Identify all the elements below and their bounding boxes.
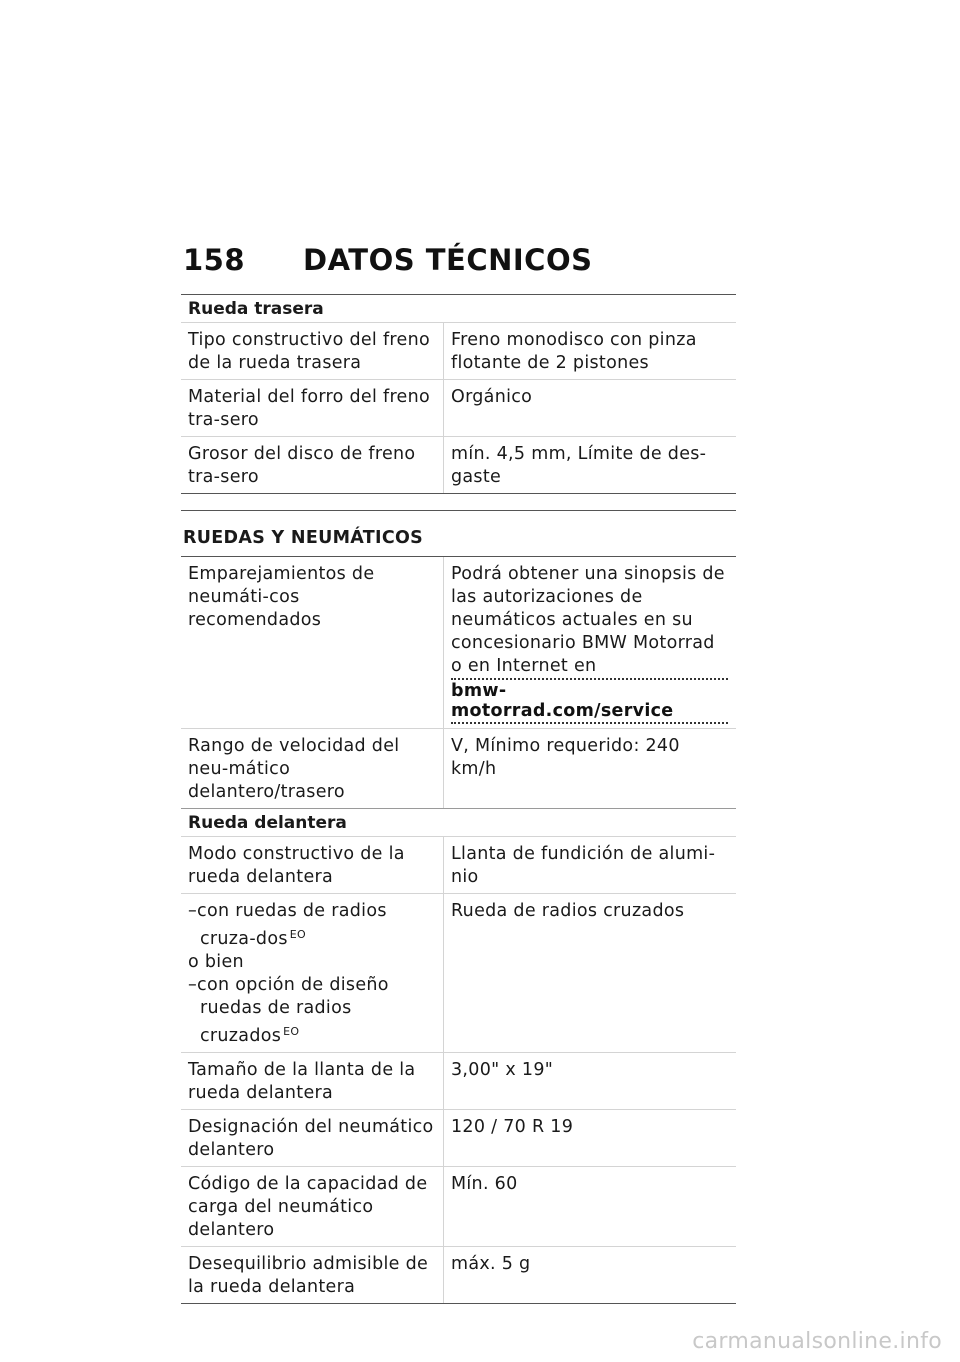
watermark: carmanualsonline.info — [692, 1329, 942, 1354]
spec-value: Freno monodisco con pinza flotante de 2 pistones — [451, 330, 697, 373]
table-row — [181, 1109, 736, 1166]
table-row — [181, 322, 736, 379]
table-row — [181, 728, 736, 808]
spec-value: 120 / 70 R 19 — [451, 1117, 574, 1137]
table-row — [181, 557, 736, 728]
spec-label: Desequilibrio admisible de la rueda delantera — [181, 1247, 444, 1303]
table-row — [181, 1166, 736, 1246]
spec-content — [181, 294, 736, 1304]
option-item: –con ruedas de radios cruza-dos $^{EO}$ — [188, 901, 387, 949]
table-row — [181, 1246, 736, 1303]
section-title: RUEDAS Y NEUMÁTICOS — [181, 511, 736, 557]
spec-label-options — [181, 894, 444, 1052]
option-separator: o bien — [188, 952, 244, 972]
spec-value: máx. 5 g — [451, 1254, 531, 1274]
spec-value: Llanta de fundición de alumi-nio — [451, 844, 716, 887]
service-link[interactable]: bmw-motorrad.com/service — [451, 678, 728, 724]
spec-value: Rueda de radios cruzados — [451, 901, 685, 921]
spec-label: Tipo constructivo del freno de la rueda trasera — [181, 323, 444, 379]
spec-value: 3,00" x 19" — [451, 1060, 554, 1080]
spec-value: V, Mínimo requerido: 240 km/h — [451, 736, 680, 779]
spec-value: Orgánico — [451, 387, 533, 407]
spec-label: Grosor del disco de freno tra-sero — [181, 437, 444, 493]
page-title: DATOS TÉCNICOS — [303, 243, 593, 277]
table-divider — [181, 1303, 736, 1304]
spec-value-text: Podrá obtener una sinopsis de las autorizaciones de neumáticos actuales en su concesionario BMW Motorrad o en Internet en — [451, 564, 725, 676]
table-row — [181, 893, 736, 1052]
eo-marker: EO — [289, 928, 306, 941]
page-number: 158 — [183, 243, 246, 277]
option-item: –con opción de diseño ruedas de radios cruzados $^{EO}$ — [188, 975, 389, 1046]
subhead-rear-wheel: Rueda trasera — [181, 294, 736, 322]
table-row — [181, 436, 736, 493]
spec-label: Designación del neumático delantero — [181, 1110, 444, 1166]
spec-label: Tamaño de la llanta de la rueda delantera — [181, 1053, 444, 1109]
spec-label: Rango de velocidad del neu-mático delantero/trasero — [181, 729, 444, 808]
spec-label: Emparejamientos de neumáti-cos recomendados — [181, 557, 444, 728]
spec-label: Material del forro del freno tra-sero — [181, 380, 444, 436]
spec-label: Modo constructivo de la rueda delantera — [181, 837, 444, 893]
table-row — [181, 379, 736, 436]
table-row — [181, 836, 736, 893]
page-header — [183, 243, 593, 277]
table-divider — [181, 493, 736, 494]
table-row — [181, 1052, 736, 1109]
spec-value: Mín. 60 — [451, 1174, 518, 1194]
eo-marker: EO — [283, 1025, 300, 1038]
spec-value — [444, 557, 736, 728]
spec-label: Código de la capacidad de carga del neumático delantero — [181, 1167, 444, 1246]
spec-value: mín. 4,5 mm, Límite de des-gaste — [451, 444, 707, 487]
subhead-front-wheel: Rueda delantera — [181, 808, 736, 836]
